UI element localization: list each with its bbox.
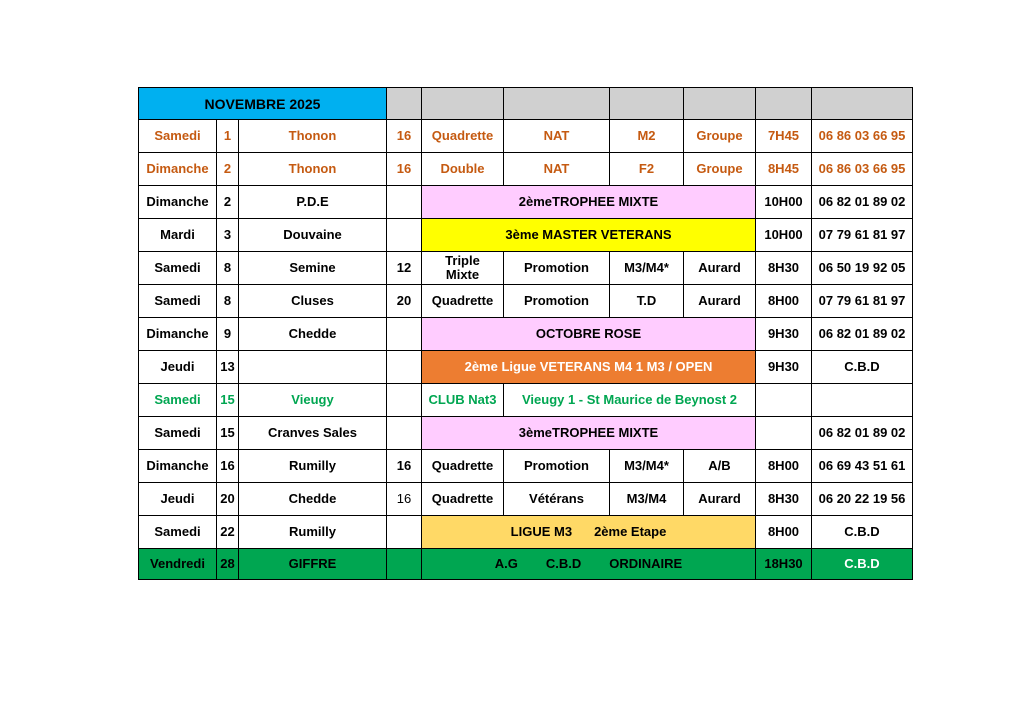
day-cell: Samedi bbox=[139, 516, 217, 549]
event-cell: OCTOBRE ROSE bbox=[422, 318, 756, 351]
place-cell: Douvaine bbox=[239, 219, 387, 252]
day-cell: Samedi bbox=[139, 417, 217, 450]
day-cell: Dimanche bbox=[139, 450, 217, 483]
level-cell: NAT bbox=[504, 153, 610, 186]
date-cell: 13 bbox=[217, 351, 239, 384]
category-cell: M2 bbox=[610, 120, 684, 153]
day-cell: Dimanche bbox=[139, 153, 217, 186]
level-cell: Promotion bbox=[504, 450, 610, 483]
num-cell bbox=[387, 186, 422, 219]
day-cell: Vendredi bbox=[139, 549, 217, 580]
date-cell: 8 bbox=[217, 252, 239, 285]
event-cell: 2ème Ligue VETERANS M4 1 M3 / OPEN bbox=[422, 351, 756, 384]
table-row bbox=[139, 516, 913, 549]
place-cell: P.D.E bbox=[239, 186, 387, 219]
header-cell bbox=[387, 88, 422, 120]
time-cell: 7H45 bbox=[756, 120, 812, 153]
table-row bbox=[139, 318, 913, 351]
format-text: Triple Mixte bbox=[445, 253, 480, 282]
level-cell: Vétérans bbox=[504, 483, 610, 516]
time-cell: 9H30 bbox=[756, 351, 812, 384]
phone-cell: 06 50 19 92 05 bbox=[812, 252, 913, 285]
type-cell: Groupe bbox=[684, 120, 756, 153]
num-cell: 16 bbox=[387, 153, 422, 186]
day-cell: Samedi bbox=[139, 120, 217, 153]
table-row bbox=[139, 120, 913, 153]
event-cell: 2èmeTROPHEE MIXTE bbox=[422, 186, 756, 219]
place-cell: Thonon bbox=[239, 120, 387, 153]
table-row bbox=[139, 384, 913, 417]
num-cell: 16 bbox=[387, 450, 422, 483]
num-cell: 16 bbox=[387, 483, 422, 516]
day-cell: Samedi bbox=[139, 252, 217, 285]
time-cell: 8H30 bbox=[756, 252, 812, 285]
type-cell: Aurard bbox=[684, 285, 756, 318]
header-cell bbox=[812, 88, 913, 120]
event-part: 2ème Etape bbox=[594, 524, 667, 539]
phone-cell: C.B.D bbox=[812, 516, 913, 549]
date-cell: 2 bbox=[217, 186, 239, 219]
level-cell: Promotion bbox=[504, 252, 610, 285]
type-cell: A/B bbox=[684, 450, 756, 483]
phone-cell bbox=[812, 384, 913, 417]
day-cell: Jeudi bbox=[139, 351, 217, 384]
event-cell: 3ème MASTER VETERANS bbox=[422, 219, 756, 252]
date-cell: 2 bbox=[217, 153, 239, 186]
day-cell: Dimanche bbox=[139, 186, 217, 219]
table-row bbox=[139, 186, 913, 219]
num-cell bbox=[387, 351, 422, 384]
day-cell: Jeudi bbox=[139, 483, 217, 516]
event-cell bbox=[422, 549, 756, 580]
time-cell: 8H30 bbox=[756, 483, 812, 516]
table-row bbox=[139, 219, 913, 252]
time-cell: 10H00 bbox=[756, 219, 812, 252]
event-cell bbox=[422, 516, 756, 549]
place-cell: Rumilly bbox=[239, 450, 387, 483]
time-cell: 8H00 bbox=[756, 516, 812, 549]
category-cell: M3/M4 bbox=[610, 483, 684, 516]
time-cell: 8H00 bbox=[756, 450, 812, 483]
phone-cell: 06 20 22 19 56 bbox=[812, 483, 913, 516]
num-cell: 12 bbox=[387, 252, 422, 285]
place-cell: Chedde bbox=[239, 483, 387, 516]
header-cell bbox=[610, 88, 684, 120]
date-cell: 15 bbox=[217, 384, 239, 417]
place-cell: Vieugy bbox=[239, 384, 387, 417]
event-part: LIGUE M3 bbox=[510, 524, 573, 539]
time-cell bbox=[756, 417, 812, 450]
time-cell bbox=[756, 384, 812, 417]
format-cell bbox=[422, 252, 504, 285]
phone-cell: 06 82 01 89 02 bbox=[812, 318, 913, 351]
num-cell: 20 bbox=[387, 285, 422, 318]
category-cell: T.D bbox=[610, 285, 684, 318]
event-cell: Vieugy 1 - St Maurice de Beynost 2 bbox=[504, 384, 756, 417]
table-row bbox=[139, 351, 913, 384]
num-cell bbox=[387, 318, 422, 351]
event-part: ORDINAIRE bbox=[609, 556, 683, 571]
header-cell bbox=[422, 88, 504, 120]
table-row bbox=[139, 285, 913, 318]
level-cell: NAT bbox=[504, 120, 610, 153]
event-cell: 3èmeTROPHEE MIXTE bbox=[422, 417, 756, 450]
month-title: NOVEMBRE 2025 bbox=[139, 88, 387, 120]
header-row bbox=[139, 88, 913, 120]
format-cell: Quadrette bbox=[422, 285, 504, 318]
time-cell: 10H00 bbox=[756, 186, 812, 219]
date-cell: 3 bbox=[217, 219, 239, 252]
num-cell bbox=[387, 417, 422, 450]
phone-cell: 07 79 61 81 97 bbox=[812, 285, 913, 318]
table-row bbox=[139, 252, 913, 285]
event-part: A.G bbox=[494, 556, 518, 571]
time-cell: 18H30 bbox=[756, 549, 812, 580]
date-cell: 9 bbox=[217, 318, 239, 351]
phone-cell: 07 79 61 81 97 bbox=[812, 219, 913, 252]
time-cell: 9H30 bbox=[756, 318, 812, 351]
phone-cell: C.B.D bbox=[812, 549, 913, 580]
format-cell: Quadrette bbox=[422, 120, 504, 153]
day-cell: Samedi bbox=[139, 285, 217, 318]
place-cell: Semine bbox=[239, 252, 387, 285]
category-cell: M3/M4* bbox=[610, 450, 684, 483]
date-cell: 20 bbox=[217, 483, 239, 516]
format-cell: Quadrette bbox=[422, 450, 504, 483]
place-cell bbox=[239, 351, 387, 384]
format-cell: Quadrette bbox=[422, 483, 504, 516]
day-cell: Samedi bbox=[139, 384, 217, 417]
phone-cell: 06 82 01 89 02 bbox=[812, 417, 913, 450]
header-cell bbox=[756, 88, 812, 120]
place-cell: Thonon bbox=[239, 153, 387, 186]
date-cell: 15 bbox=[217, 417, 239, 450]
phone-cell: 06 69 43 51 61 bbox=[812, 450, 913, 483]
table-row bbox=[139, 417, 913, 450]
num-cell bbox=[387, 516, 422, 549]
format-cell: Double bbox=[422, 153, 504, 186]
level-cell: Promotion bbox=[504, 285, 610, 318]
category-cell: M3/M4* bbox=[610, 252, 684, 285]
table-row bbox=[139, 153, 913, 186]
table-row bbox=[139, 549, 913, 580]
place-cell: GIFFRE bbox=[239, 549, 387, 580]
day-cell: Mardi bbox=[139, 219, 217, 252]
place-cell: Chedde bbox=[239, 318, 387, 351]
time-cell: 8H45 bbox=[756, 153, 812, 186]
place-cell: Rumilly bbox=[239, 516, 387, 549]
type-cell: Aurard bbox=[684, 483, 756, 516]
category-cell: F2 bbox=[610, 153, 684, 186]
table-row bbox=[139, 450, 913, 483]
time-cell: 8H00 bbox=[756, 285, 812, 318]
date-cell: 22 bbox=[217, 516, 239, 549]
phone-cell: 06 86 03 66 95 bbox=[812, 120, 913, 153]
day-cell: Dimanche bbox=[139, 318, 217, 351]
date-cell: 8 bbox=[217, 285, 239, 318]
date-cell: 28 bbox=[217, 549, 239, 580]
event-part: C.B.D bbox=[545, 556, 582, 571]
header-cell bbox=[504, 88, 610, 120]
num-cell: 16 bbox=[387, 120, 422, 153]
type-cell: Aurard bbox=[684, 252, 756, 285]
phone-cell: C.B.D bbox=[812, 351, 913, 384]
header-cell bbox=[684, 88, 756, 120]
date-cell: 1 bbox=[217, 120, 239, 153]
num-cell bbox=[387, 384, 422, 417]
num-cell bbox=[387, 219, 422, 252]
phone-cell: 06 82 01 89 02 bbox=[812, 186, 913, 219]
table-row bbox=[139, 483, 913, 516]
place-cell: Cluses bbox=[239, 285, 387, 318]
num-cell bbox=[387, 549, 422, 580]
phone-cell: 06 86 03 66 95 bbox=[812, 153, 913, 186]
date-cell: 16 bbox=[217, 450, 239, 483]
format-cell: CLUB Nat3 bbox=[422, 384, 504, 417]
type-cell: Groupe bbox=[684, 153, 756, 186]
place-cell: Cranves Sales bbox=[239, 417, 387, 450]
schedule-table bbox=[138, 87, 913, 580]
